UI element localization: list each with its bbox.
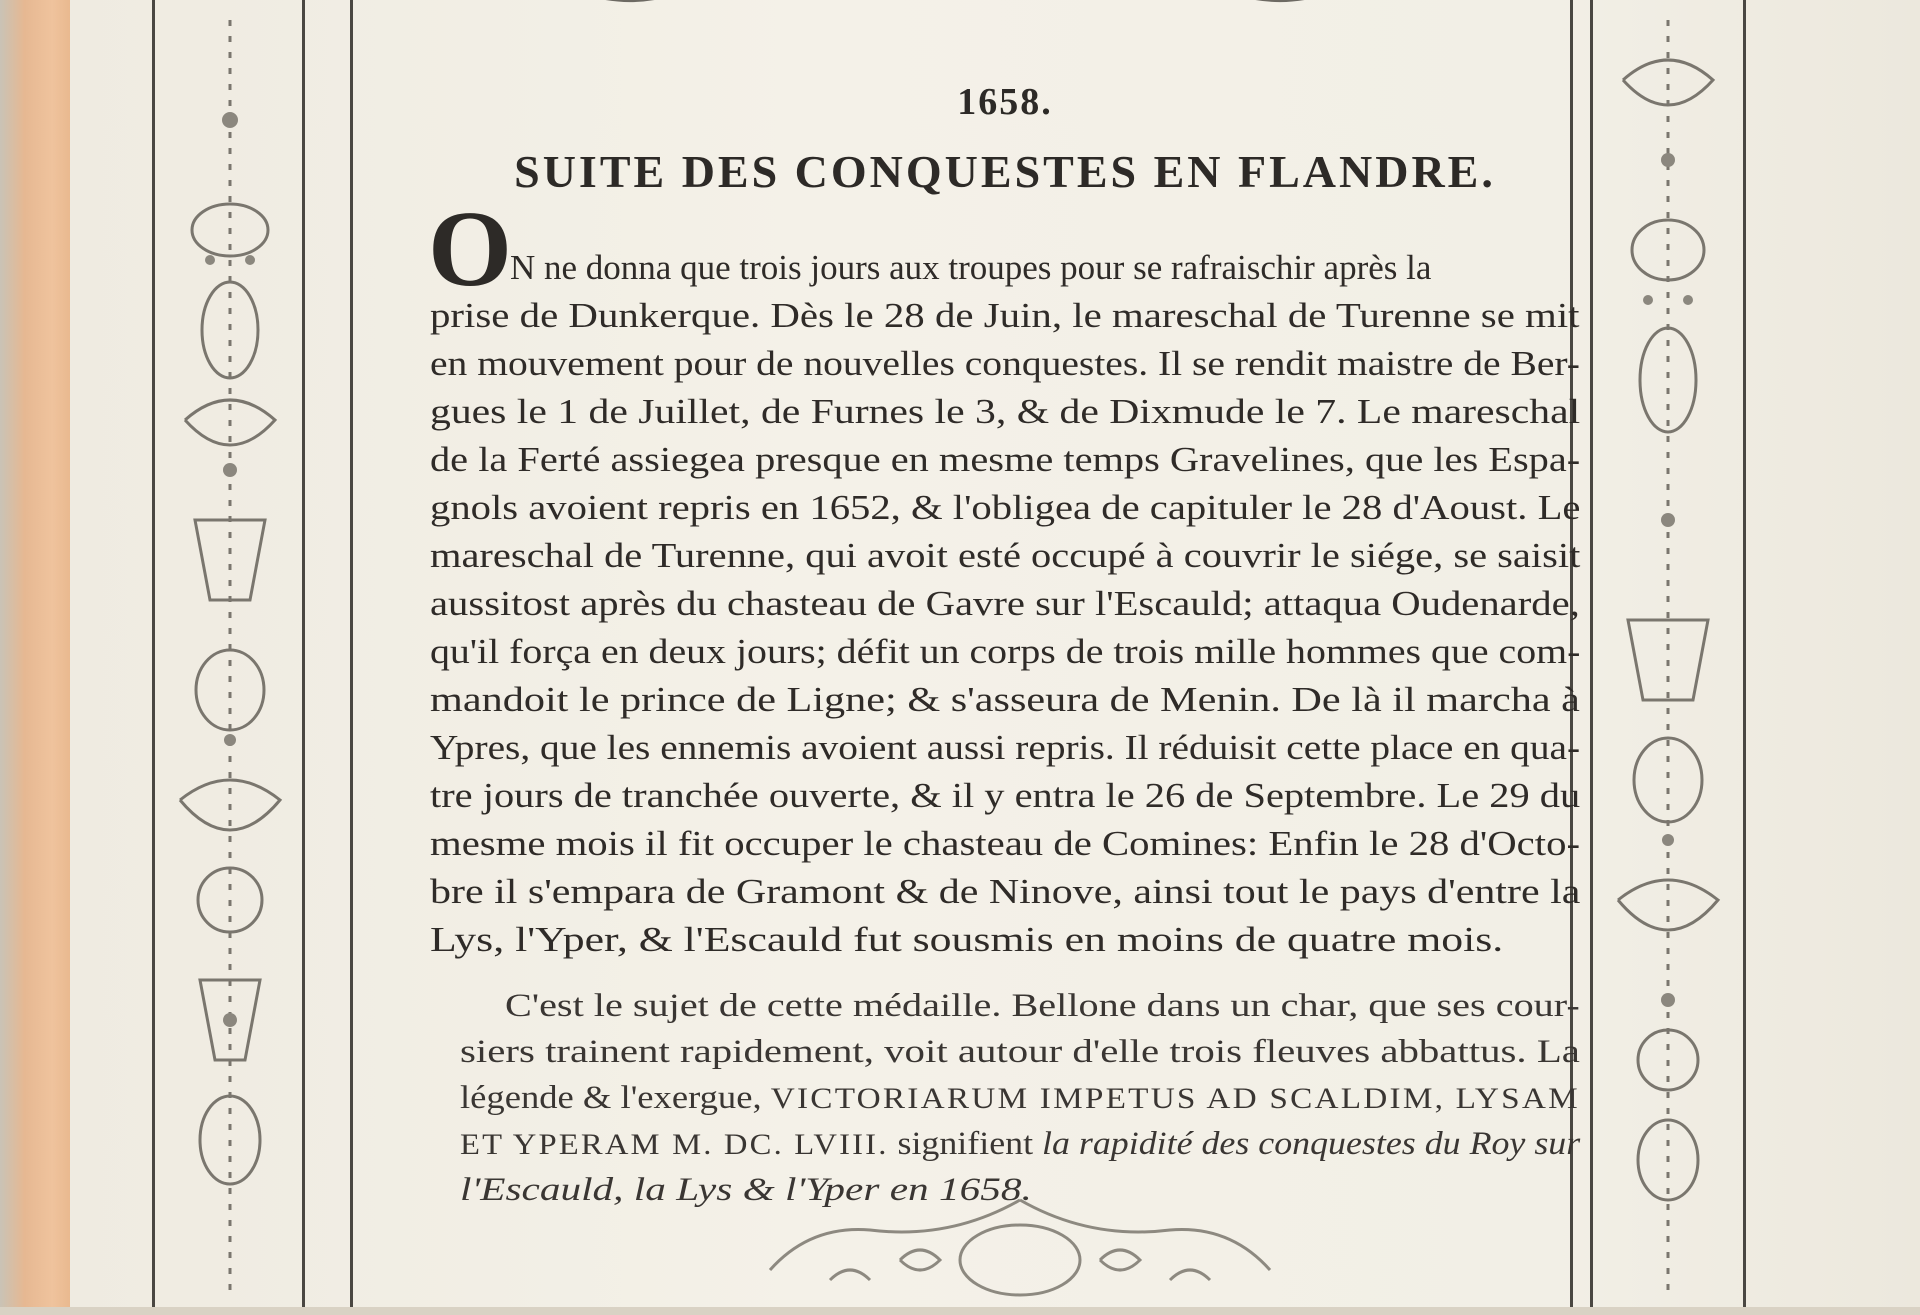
text-line: mandoit le prince de Ligne; & s'asseura de Menin. De là il marcha à [430,680,1580,719]
text-line: gues le 1 de Juillet, de Furnes le 3, & de Dixmude le 7. Le mareschal [430,392,1581,431]
right-border-outer [1743,0,1746,1307]
text-line: N ne donna que trois jours aux troupes pour se rafraischir après la [510,248,1432,287]
italic-text: l'Escauld, la Lys & l'Yper en 1658. [460,1172,1032,1208]
text-line: qu'il força en deux jours; défit un corps de trois mille hommes que com- [430,632,1581,671]
legend-text: VICTORIARUM IMPETUS AD SCALDIM, LYSAM [770,1082,1580,1115]
text-frame-left [350,0,353,1307]
book-page [70,0,1920,1307]
right-ornament-panel [1593,0,1743,1307]
page-year: 1658. [957,81,1053,123]
drop-cap: O [428,190,513,309]
text-line: de la Ferté assiegea presque en mesme temps Gravelines, que les Espa- [430,440,1581,479]
text-line: gnols avoient repris en 1652, & l'obligea de capituler le 28 d'Aoust. Le [430,488,1581,527]
text-line: bre il s'empara de Gramont & de Ninove, ainsi tout le pays d'entre la [430,872,1581,911]
page-title: SUITE DES CONQUESTES EN FLANDRE. [514,146,1496,197]
legend-text: ET YPERAM M. DC. LVIII. [460,1128,889,1161]
text-line [460,1122,1580,1167]
text-line [460,1076,1580,1121]
text-line: siers trainent rapidement, voit autour d'elle trois fleuves abbattus. La [460,1034,1580,1070]
left-ornament-panel [155,0,305,1307]
text-line: tre jours de tranchée ouverte, & il y entra le 26 de Septembre. Le 29 du [430,776,1581,815]
text-line: Ypres, que les ennemis avoient aussi repris. Il réduisit cette place en qua- [430,728,1581,767]
text-line: Lys, l'Yper, & l'Escauld fut sousmis en moins de quatre mois. [430,920,1504,959]
text-span: signifient [888,1126,1043,1162]
text-line: aussitost après du chasteau de Gavre sur l'Escauld; attaqua Oudenarde, [430,584,1580,623]
text-line: C'est le sujet de cette médaille. Bellone dans un char, que ses cour- [505,988,1580,1024]
bottom-foliage-ornament [750,1180,1290,1310]
book-cover-edge [0,0,70,1307]
text-line: prise de Dunkerque. Dès le 28 de Juin, le mareschal de Turenne se mit [430,296,1580,335]
text-span: légende & l'exergue, [460,1080,771,1116]
text-line: mesme mois il fit occuper le chasteau de Comines: Enfin le 28 d'Octo- [430,824,1581,863]
text-line: mareschal de Turenne, qui avoit esté occupé à couvrir le siége, se saisit [430,536,1581,575]
italic-text: la rapidité des conquestes du Roy sur [1042,1126,1581,1162]
text-line: en mouvement pour de nouvelles conquestes. Il se rendit maistre de Ber- [430,344,1580,383]
text-block [430,0,1580,1307]
